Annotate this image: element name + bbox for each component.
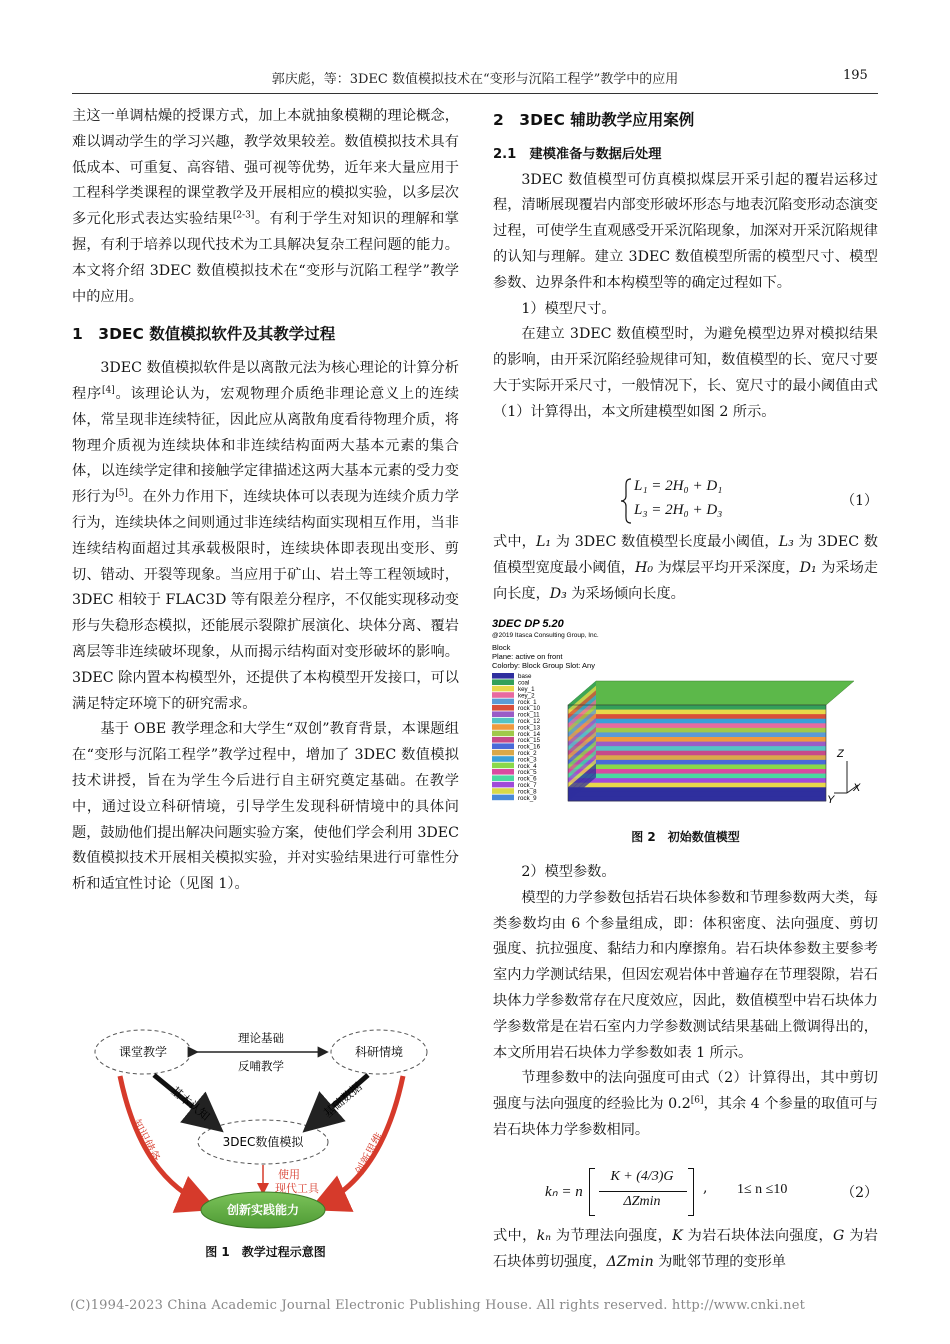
model-stratum: [568, 723, 826, 728]
paragraph-joint-params: 节理参数中的法向强度可由式（2）计算得出，其中剪切强度与法向强度的经验比为 0.2[6]，其余 4 个参量的取值可与岩石块体力学参数相同。: [493, 1070, 878, 1138]
model-stratum: [568, 710, 826, 715]
equation-1-line-1: L₁ = 2H₀ + D₁: [634, 478, 723, 494]
equation-2: [545, 1166, 878, 1220]
equation-2-condition: 1≤ n ≤10: [737, 1182, 788, 1197]
paragraph-model-size: 在建立 3DEC 数值模型时，为避免模型边界对模拟结果的影响，由开采沉陷经验规律可知，数值模型的长、宽尺寸要大于实际开采尺寸，一般情况下，长、宽尺寸的最小阈值由式（1）计算得出，本文所建模型如图 2 所示。: [493, 326, 878, 420]
equation-2-comma: ,: [703, 1180, 708, 1196]
node-ability-label: 创新实践能力: [226, 1203, 300, 1217]
legend-label-rock-15: rock_15: [518, 737, 541, 745]
model-stratum: [568, 755, 826, 760]
model-stratum: [568, 783, 826, 788]
legend-swatch-rock-16: [492, 743, 514, 749]
intro-paragraph: 主这一单调枯燥的授课方式，加上本就抽象模糊的理论概念，难以调动学生的学习兴趣，教学效果较差。数值模拟技术具有低成本、可重复、高容错、强可视等优势，近年来大量应用于工程科学类课程的课堂教学及开展相应的模拟实验，以多层次多元化形式表达实验结果[2-3]。有利于学生对知识的理解和掌握，有利于培养以现代技术为工具解决复杂工程问题的能力。本文将介绍 3DEC 数值模拟技术在“变形与沉陷工程学”教学中的应用。: [72, 108, 459, 305]
label-use: 使用: [278, 1168, 300, 1181]
model-stratum: [568, 705, 826, 710]
legend-label-base: base: [518, 673, 532, 681]
subsection-2-1-heading: 2.1 建模准备与数据后处理: [493, 146, 662, 162]
legend-swatch-rock-12: [492, 718, 514, 724]
model-stratum: [568, 746, 826, 751]
equation-2-lhs: kₙ = n: [545, 1184, 583, 1200]
model-stratum: [568, 728, 826, 733]
model-top-face: [568, 681, 854, 705]
legend-label-rock-13: rock_13: [518, 724, 541, 732]
legend-swatch-rock-9: [492, 795, 514, 801]
equation-1-number: （1）: [841, 493, 878, 509]
label-basic: 基本认知: [168, 1083, 213, 1124]
legend-label-rock-2: rock_2: [518, 750, 537, 757]
fig2-copyright: @2019 Itasca Consulting Group, Inc.: [492, 632, 599, 639]
model-stratum: [568, 732, 826, 737]
fig2-axis-z: Z: [837, 748, 844, 760]
arrow-innovation: [318, 1076, 403, 1206]
legend-swatch-rock-14: [492, 731, 514, 737]
legend-swatch-rock-13: [492, 724, 514, 730]
section-1-heading: 1 3DEC 数值模拟软件及其教学过程: [72, 325, 336, 344]
equation-2-bracket-left: [589, 1168, 595, 1216]
legend-label-rock-1: rock_1: [518, 698, 537, 706]
legend-swatch-rock-6: [492, 775, 514, 781]
fig2-block-model: [568, 681, 854, 801]
legend-swatch-rock-15: [492, 737, 514, 743]
model-stratum: [568, 760, 826, 765]
fig2-axis-y: Y: [827, 794, 835, 806]
legend-label-rock-14: rock_14: [518, 730, 541, 738]
arrow-knowledge: [120, 1076, 208, 1206]
paragraph-3dec-model: 3DEC 数值模型可仿真模拟煤层开采引起的覆岩运移过程，清晰展现覆岩内部变形破坏形态与地表沉陷变形动态演变过程，可使学生直观感受开采沉陷现象，加深对开采沉陷规律的认知与理解。建立 3DEC 数值模型所需的模型尺寸、模型参数、边界条件和本构模型等的确定过程如下。: [493, 171, 878, 291]
right-column-top: [493, 108, 878, 426]
label-feedback: 反哺教学: [238, 1059, 284, 1073]
legend-swatch-rock-7: [492, 782, 514, 788]
model-stratum: [568, 778, 826, 783]
node-3dec-label: 3DEC数值模拟: [222, 1135, 304, 1149]
equation-1-brace: [620, 478, 632, 524]
header-rule: [72, 93, 878, 94]
legend-swatch-rock-11: [492, 711, 514, 717]
legend-swatch-rock-2: [492, 750, 514, 756]
fig2-block: Block: [492, 643, 511, 652]
model-stratum: [568, 764, 826, 769]
fig2-plane: Plane: active on front: [492, 652, 563, 661]
paragraph-eq2-vars: 式中，kₙ 为节理法向强度，K 为岩石块体法向强度，G 为岩石块体剪切强度，ΔZmin 为毗邻节理的变形单: [493, 1228, 878, 1270]
legend-label-rock-16: rock_16: [518, 743, 541, 751]
fig2-legend: [492, 673, 541, 802]
footer-copyright: (C)1994-2023 China Academic Journal Electronic Publishing House. All rights reserved. http://www.cnki.net: [70, 1298, 806, 1313]
label-theory: 理论基础: [238, 1031, 284, 1045]
legend-swatch-rock-3: [492, 756, 514, 762]
legend-label-rock-5: rock_5: [518, 769, 537, 777]
label-innovation: 创新思维: [352, 1130, 387, 1178]
legend-label-rock-9: rock_9: [518, 794, 537, 802]
page-number: 195: [843, 68, 868, 83]
figure-1-caption: 图 1 教学过程示意图: [205, 1245, 326, 1259]
item-model-size: 1）模型尺寸。: [521, 300, 616, 317]
equation-2-numerator: K + (4/3)G: [610, 1169, 674, 1184]
legend-label-rock-8: rock_8: [518, 788, 537, 796]
paragraph-obe: 基于 OBE 教学理念和大学生“双创”教育背景，本课题组在“变形与沉陷工程学”教学过程中，增加了 3DEC 数值模拟技术讲授，旨在为学生今后进行自主研究奠定基础。在教学中，通过设立科研情境，引导学生发现科研情境中的具体问题，鼓励他们提出解决问题实验方案，使他们学会利用 3DEC 数值模拟技术开展相关模拟实验，并对实验结果进行可靠性分析和适宜性讨论（见图 1）。: [72, 721, 459, 893]
model-stratum: [568, 751, 826, 756]
equation-1-line-2: L₃ = 2H₀ + D₃: [634, 502, 723, 518]
paragraph-model-params: 模型的力学参数包括岩石块体参数和节理参数两大类，每类参数均由 6 个参量组成，即：体积密度、法向强度、剪切强度、抗拉强度、黏结力和内摩擦角。岩石块体参数主要参考室内力学测试结果，但因宏观岩体中普遍存在节理裂隙，岩石块体力学参数常存在尺度效应，因此，数值模型中岩石块体力学参数常是在岩石室内力学参数测试结果基础上微调得出的，本文所用岩石块体力学参数如表 1 所示。: [493, 889, 878, 1061]
fig2-app-title: 3DEC DP 5.20: [492, 618, 564, 630]
paragraph-3dec-theory: 3DEC 数值模拟软件是以离散元法为核心理论的计算分析程序[4]。该理论认为，宏观物理介质绝非理论意义上的连续体，常呈现非连续特征，因此应从离散角度看待物理介质，将物理介质视为连续块体和非连续结构面两大基本元素的集合体，以连续学定律和接触学定律描述这两大基本元素的受力变形行为[5]。在外力作用下，连续块体可以表现为连续介质力学行为，连续块体之间则通过非连续结构面实现相互作用，当非连续结构面超过其承载极限时，连续块体即表现出变形、剪切、错动、开裂等现象。当应用于矿山、岩土等工程领域时，3DEC 相较于 FLAC3D 等有限差分程序，不仅能实现移动变形与失稳形态模拟，还能展示裂隙扩展演化、块体分离、覆岩离层等非连续破坏现象，从而揭示结构面对变形破坏的影响。3DEC 除内置本构模型外，还提供了本构模型开发接口，可以满足特定环境下的研究需求。: [72, 360, 459, 712]
legend-label-rock-6: rock_6: [518, 775, 537, 783]
fig2-axis-x: X: [853, 782, 861, 794]
fig2-colorby: Colorby: Block Group Slot: Any: [492, 661, 595, 670]
legend-swatch-coal: [492, 679, 514, 685]
left-column: [72, 104, 459, 898]
equation-2-denominator: ΔZmin: [623, 1194, 661, 1209]
label-data: 基础数据: [320, 1079, 365, 1121]
legend-swatch-rock-5: [492, 769, 514, 775]
legend-label-rock-12: rock_12: [518, 718, 541, 725]
legend-swatch-rock-1: [492, 699, 514, 705]
right-column-bottom: [493, 860, 878, 1144]
legend-label-rock-11: rock_11: [518, 711, 540, 719]
model-stratum: [568, 796, 826, 801]
citation: [4]: [101, 385, 115, 396]
model-stratum: [568, 774, 826, 779]
equation-2-number: （2）: [841, 1185, 878, 1201]
citation: [5]: [115, 488, 128, 499]
legend-label-rock-3: rock_3: [518, 756, 537, 764]
model-stratum: [568, 714, 826, 719]
running-header: 郭庆彪，等：3DEC 数值模拟技术在“变形与沉陷工程学”教学中的应用: [271, 72, 679, 87]
legend-swatch-rock-10: [492, 705, 514, 711]
legend-label-key-2: key_2: [518, 692, 535, 700]
legend-swatch-key-2: [492, 692, 514, 698]
figure-1-diagram: [90, 1018, 450, 1230]
paragraph-eq1-vars: 式中，L₁ 为 3DEC 数值模型长度最小阈值，L₃ 为 3DEC 数值模型宽度最小阈值，H₀ 为煤层平均开采深度，D₁ 为采场走向长度，D₃ 为采场倾向长度。: [493, 534, 878, 602]
legend-swatch-rock-4: [492, 763, 514, 769]
model-stratum: [568, 787, 826, 792]
citation: [6]: [690, 1095, 704, 1106]
legend-label-coal: coal: [518, 679, 530, 687]
item-model-params: 2）模型参数。: [521, 864, 616, 880]
model-stratum: [568, 742, 826, 747]
section-2-heading: 2 3DEC 辅助教学应用案例: [493, 111, 695, 129]
model-stratum: [568, 792, 826, 797]
equation-1: [620, 476, 878, 526]
citation: [2-3]: [232, 210, 255, 221]
legend-label-rock-7: rock_7: [518, 782, 537, 789]
node-classroom-label: 课堂教学: [118, 1045, 168, 1059]
legend-swatch-key-1: [492, 686, 514, 692]
legend-label-rock-10: rock_10: [518, 705, 541, 713]
figure-2-caption: 图 2 初始数值模型: [631, 830, 740, 844]
legend-label-rock-4: rock_4: [518, 762, 537, 770]
model-stratum: [568, 737, 826, 742]
model-stratum: [568, 719, 826, 724]
label-tools: 现代工具: [275, 1182, 319, 1195]
figure-2-model: [490, 615, 880, 815]
model-stratum: [568, 769, 826, 774]
legend-label-key-1: key_1: [518, 686, 535, 693]
label-knowledge: 知识储备: [129, 1116, 164, 1165]
equation-2-bracket-right: [688, 1168, 694, 1216]
node-research-label: 科研情境: [354, 1045, 404, 1059]
equation-2-fraction-bar: [599, 1191, 687, 1192]
legend-swatch-base: [492, 673, 514, 679]
legend-swatch-rock-8: [492, 788, 514, 794]
